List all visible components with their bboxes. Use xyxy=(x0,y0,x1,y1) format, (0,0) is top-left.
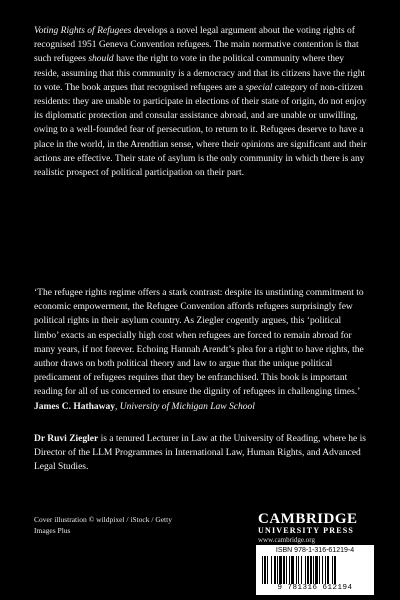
book-title: Voting Rights of Refugees xyxy=(34,26,132,36)
isbn-label: ISBN 978-1-316-61219-4 xyxy=(275,547,355,554)
barcode-stripe xyxy=(267,556,268,584)
barcode-stripe xyxy=(262,556,263,584)
barcode-digits: 9 781316 612194 xyxy=(277,584,353,592)
barcode-stripe xyxy=(279,556,282,584)
author-name: Dr Ruvi Ziegler xyxy=(34,434,99,444)
barcode-stripe xyxy=(305,556,306,584)
barcode-stripe xyxy=(274,556,276,584)
publisher-logo xyxy=(258,512,370,545)
publisher-url: www.cambridge.org xyxy=(258,536,315,544)
barcode-stripe xyxy=(283,556,285,584)
barcode-stripe xyxy=(298,556,299,584)
endorser-affiliation: , University of Michigan Law School xyxy=(115,401,255,412)
barcode-stripe xyxy=(307,556,309,584)
barcode-bars xyxy=(262,556,368,584)
publisher-name: CAMBRIDGE xyxy=(258,511,358,527)
barcode-stripe xyxy=(277,556,278,584)
publisher-subtitle: UNIVERSITY PRESS xyxy=(258,526,355,535)
endorser-name: James C. Hathaway xyxy=(34,401,116,412)
barcode-stripe xyxy=(327,556,329,584)
barcode-stripe xyxy=(271,556,272,584)
barcode-stripe xyxy=(332,556,333,584)
barcode-stripe xyxy=(296,556,297,584)
barcode-stripe xyxy=(334,556,336,584)
barcode-stripe xyxy=(319,556,320,584)
book-description: Voting Rights of Refugees develops a novel legal argument about the voting rights of recognised 1951 Geneva Convention refugees. The main normative contention is that such refugees should have the right to vote in the political community where they reside, assuming that this community is a democracy and that its citizens have the right to vote. The book argues that recognised refugees are a special category of non-citizen residents: they are unable to participate in elections of their state of origin, do not enjoy its diplomatic protection and consular assistance abroad, and are unable or unwilling, owing to a well-founded fear of persecution, to return to it. Refugees deserve to have a place in the world, in the Arendtian sense, where their opinions are significant and their actions are effective. Their state of asylum is the only community in which there is any realistic prospect of political participation on their part. xyxy=(34,26,367,179)
barcode-stripe xyxy=(315,556,318,584)
barcode xyxy=(256,545,374,595)
barcode-stripe xyxy=(301,556,302,584)
endorsement-quote: ‘The refugee rights regime offers a stark contrast: despite its unstinting commitment to economic empowerment, the Refugee Convention affords refugees surprisingly few political rights in their asylum country. As Ziegler cogently argues, this ‘political limbo’ exacts an especially high cost when refugees are forced to remain abroad for many years, if not forever. Echoing Hannah Arendt’s plea for a right to have rights, the author draws on both political theory and law to argue that the unique political predicament of refugees requires that they be enfranchised. This book is important reading for all of us concerned to ensure the dignity of refugees in challenging times.’ James C. Hathaway, University of Michigan Law School xyxy=(34,288,364,412)
barcode-stripe xyxy=(310,556,312,584)
author-bio: Dr Ruvi Ziegler is a tenured Lecturer in Law at the University of Reading, where he is Director of the LLM Programmes in International Law, Human Rights, and Advanced Legal Studies. xyxy=(34,434,366,473)
cover-credit: Cover illustration © wildpixel / iStock / Getty Images Plus xyxy=(34,515,172,535)
barcode-stripe xyxy=(291,556,294,584)
barcode-stripe xyxy=(325,556,326,584)
barcode-stripe xyxy=(286,556,287,584)
barcode-stripe xyxy=(264,556,266,584)
barcode-stripe xyxy=(313,556,314,584)
barcode-stripe xyxy=(322,556,323,584)
barcode-stripe xyxy=(289,556,290,584)
